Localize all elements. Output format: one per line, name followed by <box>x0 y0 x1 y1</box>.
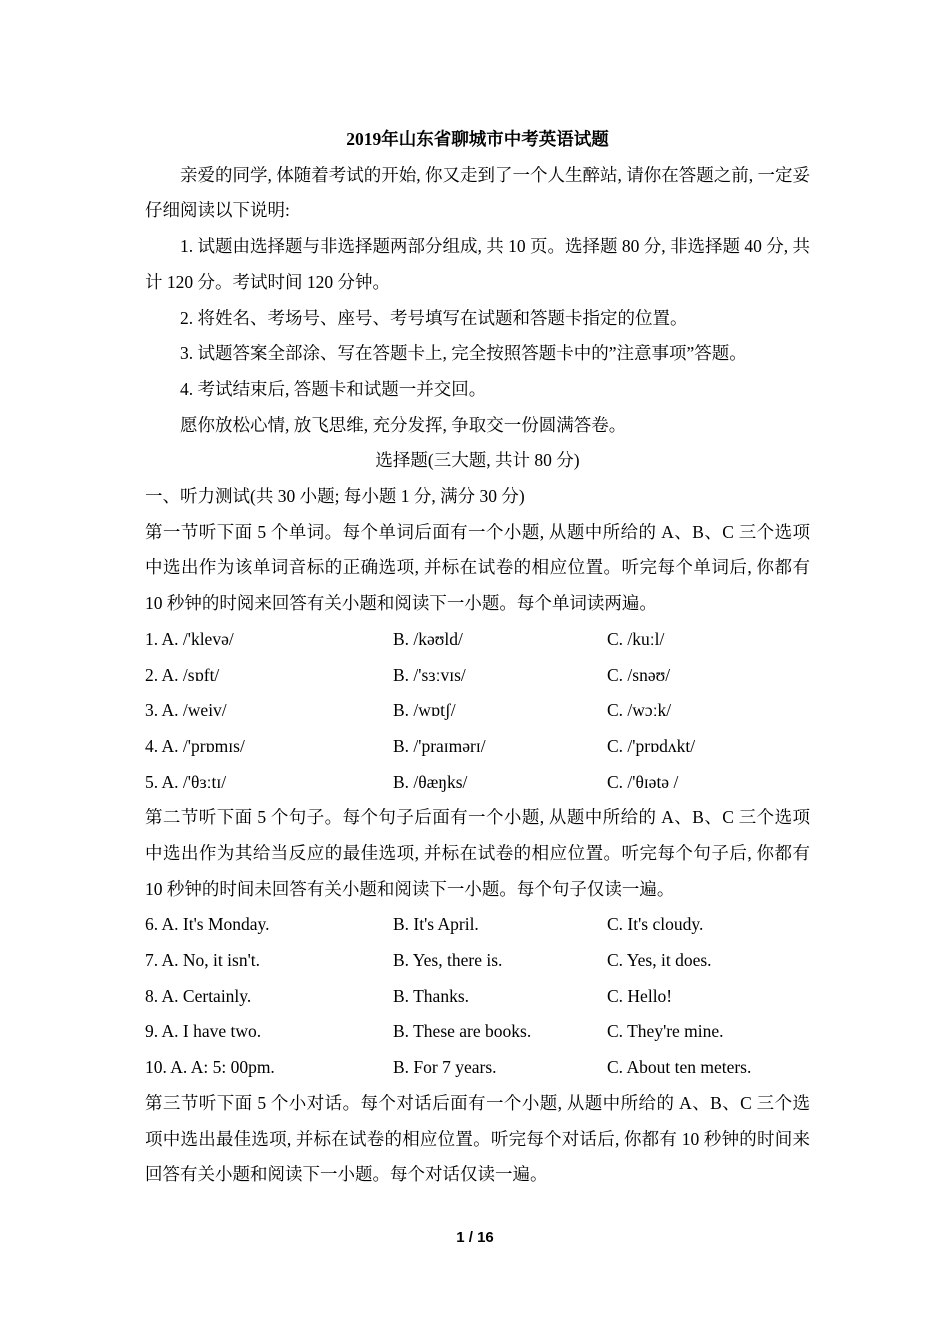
question-row <box>145 943 810 979</box>
question-row <box>145 979 810 1015</box>
document-page <box>145 122 810 1193</box>
option-a: 5. A. /'θɜːtɪ/ <box>145 771 227 792</box>
page-number: 1 / 16 <box>456 1229 494 1246</box>
option-b: B. /wɒtʃ/ <box>393 700 456 721</box>
rule-4: 4. 考试结束后, 答题卡和试题一并交回。 <box>180 378 487 399</box>
question-row <box>145 765 810 801</box>
question-row <box>145 1014 810 1050</box>
document-title: 2019年山东省聊城市中考英语试题 <box>346 129 609 149</box>
question-row <box>145 907 810 943</box>
option-b: B. It's April. <box>393 914 479 935</box>
intro-greeting: 亲爱的同学, 体随着考试的开始, 你又走到了一个人生醉站, 请你在答题之前, 一定妥仔细阅读以下说明: <box>145 164 810 221</box>
option-b: B. For 7 years. <box>393 1057 497 1078</box>
option-b: B. /θæŋks/ <box>393 771 468 792</box>
option-c: C. It's cloudy. <box>607 914 704 935</box>
option-c: C. /'prɒdʌkt/ <box>607 735 696 756</box>
sec2-instructions: 第二节听下面 5 个句子。每个句子后面有一个小题, 从题中所给的 A、B、C 三个选项中选出作为其给当反应的最佳选项, 并标在试卷的相应位置。听完每个句子后, 你都有 10 秒钟的时间未回答有关小题和阅读下一小题。每个句子仅读一遍。 <box>145 807 810 899</box>
option-a: 8. A. Certainly. <box>145 985 252 1006</box>
option-a: 7. A. No, it isn't. <box>145 950 260 971</box>
option-c: C. /snəʊ/ <box>607 664 671 685</box>
option-b: B. These are books. <box>393 1021 532 1042</box>
option-a: 4. A. /'prɒmɪs/ <box>145 735 245 756</box>
rule-1: 1. 试题由选择题与非选择题两部分组成, 共 10 页。选择题 80 分, 非选择题 40 分, 共计 120 分。考试时间 120 分钟。 <box>145 236 810 292</box>
option-a: 3. A. /weiv/ <box>145 700 227 721</box>
sec3-instructions: 第三节听下面 5 个小对话。每个对话后面有一个小题, 从题中所给的 A、B、C 三个选项中选出最佳选项, 并标在试卷的相应位置。听完每个对话后, 你都有 10 秒钟的时间来回答有关小题和阅读下一小题。每个对话仅读一遍。 <box>145 1092 810 1185</box>
section-heading: 选择题(三大题, 共计 80 分) <box>375 450 580 471</box>
option-a: 9. A. I have two. <box>145 1021 262 1042</box>
option-b: B. Thanks. <box>393 985 469 1006</box>
option-b: B. /'praɪmərɪ/ <box>393 735 486 756</box>
option-c: C. /kuːl/ <box>607 628 665 649</box>
option-b: B. /'sɜːvɪs/ <box>393 664 466 685</box>
question-row <box>145 622 810 658</box>
option-b: B. Yes, there is. <box>393 950 503 971</box>
sec1-instructions: 第一节听下面 5 个单词。每个单词后面有一个小题, 从题中所给的 A、B、C 三个选项中选出作为该单词音标的正确选项, 并标在试卷的相应位置。听完每个单词后, 你都有 10 秒钟的时阅来回答有关小题和阅读下一小题。每个单词读两遍。 <box>145 521 810 614</box>
part1-heading: 一、听力测试(共 30 小题; 每小题 1 分, 满分 30 分) <box>145 486 525 507</box>
option-a: 10. A. A: 5: 00pm. <box>145 1057 275 1078</box>
option-c: C. About ten meters. <box>607 1057 752 1078</box>
rule-2: 2. 将姓名、考场号、座号、考号填写在试题和答题卡指定的位置。 <box>180 307 688 328</box>
question-row <box>145 729 810 765</box>
option-a: 6. A. It's Monday. <box>145 914 270 935</box>
option-c: C. They're mine. <box>607 1021 724 1042</box>
intro-wish: 愿你放松心情, 放飞思维, 充分发挥, 争取交一份圆满答卷。 <box>180 414 627 435</box>
option-c: C. Yes, it does. <box>607 950 712 971</box>
option-a: 1. A. /'klevə/ <box>145 628 234 649</box>
option-c: C. /'θɪətə / <box>607 771 679 792</box>
option-c: C. Hello! <box>607 985 673 1006</box>
sec2-question-list <box>145 907 810 1085</box>
option-b: B. /kəʊld/ <box>393 628 463 649</box>
option-c: C. /wɔːk/ <box>607 700 672 721</box>
question-row <box>145 693 810 729</box>
option-a: 2. A. /sɒft/ <box>145 664 220 685</box>
rule-3: 3. 试题答案全部涂、写在答题卡上, 完全按照答题卡中的”注意事项”答题。 <box>180 343 747 364</box>
question-row <box>145 1050 810 1086</box>
question-row <box>145 658 810 694</box>
sec1-question-list <box>145 622 810 800</box>
